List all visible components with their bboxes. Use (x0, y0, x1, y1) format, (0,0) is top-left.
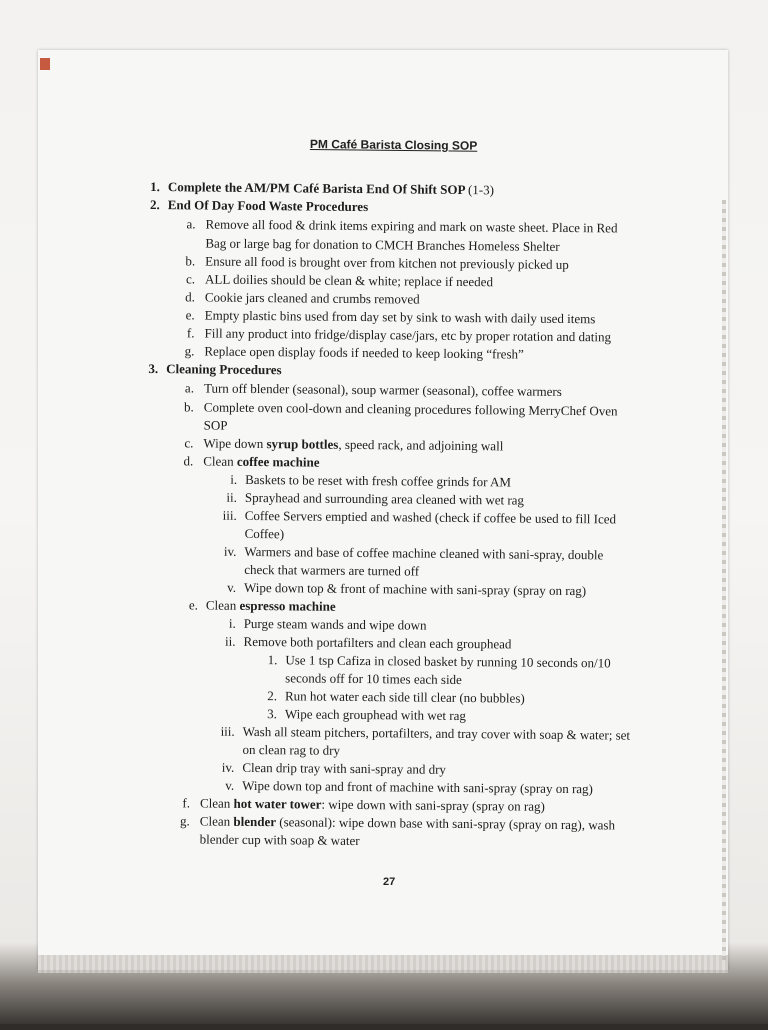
list-item-text (204, 344, 524, 362)
list-item-text (204, 326, 611, 345)
text-run: Remove both portafilters and clean each grouphead (243, 633, 512, 652)
text-run: ALL doilies should be clean & white; replace if needed (204, 271, 494, 290)
text-run: Use 1 tsp Cafiza in closed basket by running 10 seconds on/10 (285, 652, 611, 671)
list-marker: d. (185, 289, 195, 305)
text-run: check that warmers are turned off (244, 561, 420, 579)
list-item-text (242, 742, 340, 758)
list-item-text (245, 490, 524, 508)
bold-text: Complete the AM/PM Café Barista End Of Shift SOP (167, 179, 469, 198)
text-run: : wipe down with sani-spray (spray on rag) (321, 796, 545, 814)
text-run: Sprayhead and surrounding area cleaned with wet rag (244, 489, 525, 508)
text-run: Complete oven cool-down and cleaning procedures following MerryChef Oven (203, 399, 618, 419)
list-item-text (204, 400, 618, 419)
text-run: (1-3) (467, 182, 495, 198)
list-item-text (205, 236, 559, 254)
text-run: blender cup with soap & water (199, 831, 360, 849)
list-marker: 1. (150, 179, 161, 195)
text-run: Replace open display foods if needed to keep looking “fresh” (204, 343, 524, 362)
list-marker: 3. (267, 706, 277, 722)
list-item-text (203, 436, 503, 454)
list-marker: v. (225, 777, 235, 793)
list-item-text (245, 508, 616, 527)
text-run: Remove all food & drink items expiring and mark on waste sheet. Place in Red (205, 216, 618, 236)
text-run: (seasonal): wipe down base with sani-spray (spray on rag), wash (275, 814, 616, 833)
list-marker: i. (230, 471, 238, 487)
document-title: PM Café Barista Closing SOP (309, 137, 478, 153)
list-marker: 2. (149, 197, 160, 213)
list-marker: b. (184, 399, 194, 415)
text-run: Coffee Servers emptied and washed (check if coffee be used to fill Iced (244, 507, 617, 527)
bold-text: coffee machine (236, 453, 320, 470)
list-marker: iii. (222, 507, 237, 523)
text-run: Wash all steam pitchers, portafilters, and tray cover with soap & water; set (242, 723, 631, 743)
list-item-text (200, 832, 360, 849)
list-marker: g. (184, 343, 195, 359)
text-run: Wipe each grouphead with wet rag (284, 706, 466, 724)
list-marker: ii. (225, 633, 236, 649)
list-marker: 1. (267, 652, 278, 668)
text-run: Clean (199, 813, 234, 829)
list-item-text (285, 706, 466, 723)
list-item-text (168, 179, 494, 197)
text-run: Wipe down top and front of machine with sani-spray (spray on rag) (242, 777, 593, 797)
list-marker: iii. (220, 723, 235, 739)
text-run: Coffee) (244, 525, 285, 542)
list-item-text (285, 652, 610, 670)
list-item-text (205, 308, 596, 327)
list-item-text (245, 526, 285, 541)
text-run: , speed rack, and adjoining wall (338, 436, 504, 454)
list-item-text (204, 381, 562, 399)
list-marker: 2. (267, 688, 278, 704)
list-marker: a. (186, 216, 196, 232)
text-run: Clean drip tray with sani-spray and dry (242, 759, 447, 777)
text-run: SOP (203, 417, 228, 433)
list-item-text (244, 616, 427, 633)
text-run: Bag or large bag for donation to CMCH Branches Homeless Shelter (205, 235, 560, 254)
list-item-text (166, 361, 282, 377)
list-marker: a. (184, 380, 195, 396)
text-run: Empty plastic bins used from day set by sink to wash with daily used items (204, 307, 596, 327)
list-marker: v. (227, 579, 237, 595)
list-item-text (244, 634, 512, 652)
list-item-text (205, 254, 569, 272)
list-item-text (285, 688, 525, 705)
list-item-text (205, 272, 493, 290)
list-marker: 3. (148, 360, 159, 377)
bold-text: espresso machine (239, 597, 336, 614)
list-item-text (244, 562, 419, 579)
list-item-text (244, 544, 603, 562)
list-marker: i. (228, 615, 236, 631)
list-marker: g. (180, 813, 190, 829)
text-run: Fill any product into fridge/display case/jars, etc by proper rotation and dating (204, 325, 612, 345)
text-run: Ensure all food is brought over from kitchen not previously picked up (205, 253, 569, 273)
list-item-text (204, 418, 228, 433)
text-run: Clean (203, 453, 237, 469)
bold-text: Cleaning Procedures (166, 361, 282, 378)
list-marker: c. (184, 435, 194, 451)
list-item-text (245, 472, 511, 490)
list-marker: d. (183, 453, 194, 469)
list-item-text (205, 290, 420, 307)
list-marker: e. (185, 307, 195, 323)
list-item-text (285, 670, 462, 687)
text-run: Wipe down top & front of machine with sani-spray (spray on rag) (244, 579, 587, 599)
list-marker: ii. (226, 489, 238, 505)
list-item-text (200, 796, 545, 814)
list-marker: iv. (221, 759, 235, 775)
text-run: Clean (199, 795, 234, 811)
list-item-text (244, 580, 586, 598)
list-item-text (168, 197, 369, 214)
list-item-text (243, 724, 631, 743)
list-item-text (242, 778, 593, 796)
bold-text: hot water tower (233, 795, 322, 812)
text-run: seconds off for 10 times each side (285, 670, 462, 688)
list-marker: f. (182, 795, 191, 811)
list-marker: b. (185, 253, 196, 269)
bold-text: syrup bottles (266, 436, 339, 452)
text-run: Wipe down (203, 435, 267, 452)
list-marker: c. (185, 271, 196, 287)
text-run: Clean (205, 597, 240, 613)
text-run: Warmers and base of coffee machine cleaned with sani-spray, double (244, 543, 604, 563)
text-run: Turn off blender (seasonal), soup warmer (seasonal), coffee warmers (203, 380, 562, 399)
list-item-text (206, 217, 618, 236)
bold-text: blender (233, 813, 277, 830)
list-marker: iv. (223, 543, 237, 559)
text-run: Purge steam wands and wipe down (243, 615, 427, 633)
text-run: on clean rag to dry (242, 741, 341, 758)
list-item-text (242, 760, 446, 777)
text-run: Cookie jars cleaned and crumbs removed (204, 289, 420, 307)
list-item-text (200, 814, 615, 833)
list-marker: f. (186, 325, 195, 341)
page-number: 27 (383, 876, 396, 888)
text-run: Run hot water each side till clear (no bubbles) (284, 688, 525, 706)
list-item-text (203, 454, 319, 470)
list-marker: e. (188, 597, 198, 613)
bold-text: End Of Day Food Waste Procedures (167, 197, 369, 215)
text-run: Baskets to be reset with fresh coffee grinds for AM (245, 471, 512, 490)
list-item-text (206, 598, 336, 614)
